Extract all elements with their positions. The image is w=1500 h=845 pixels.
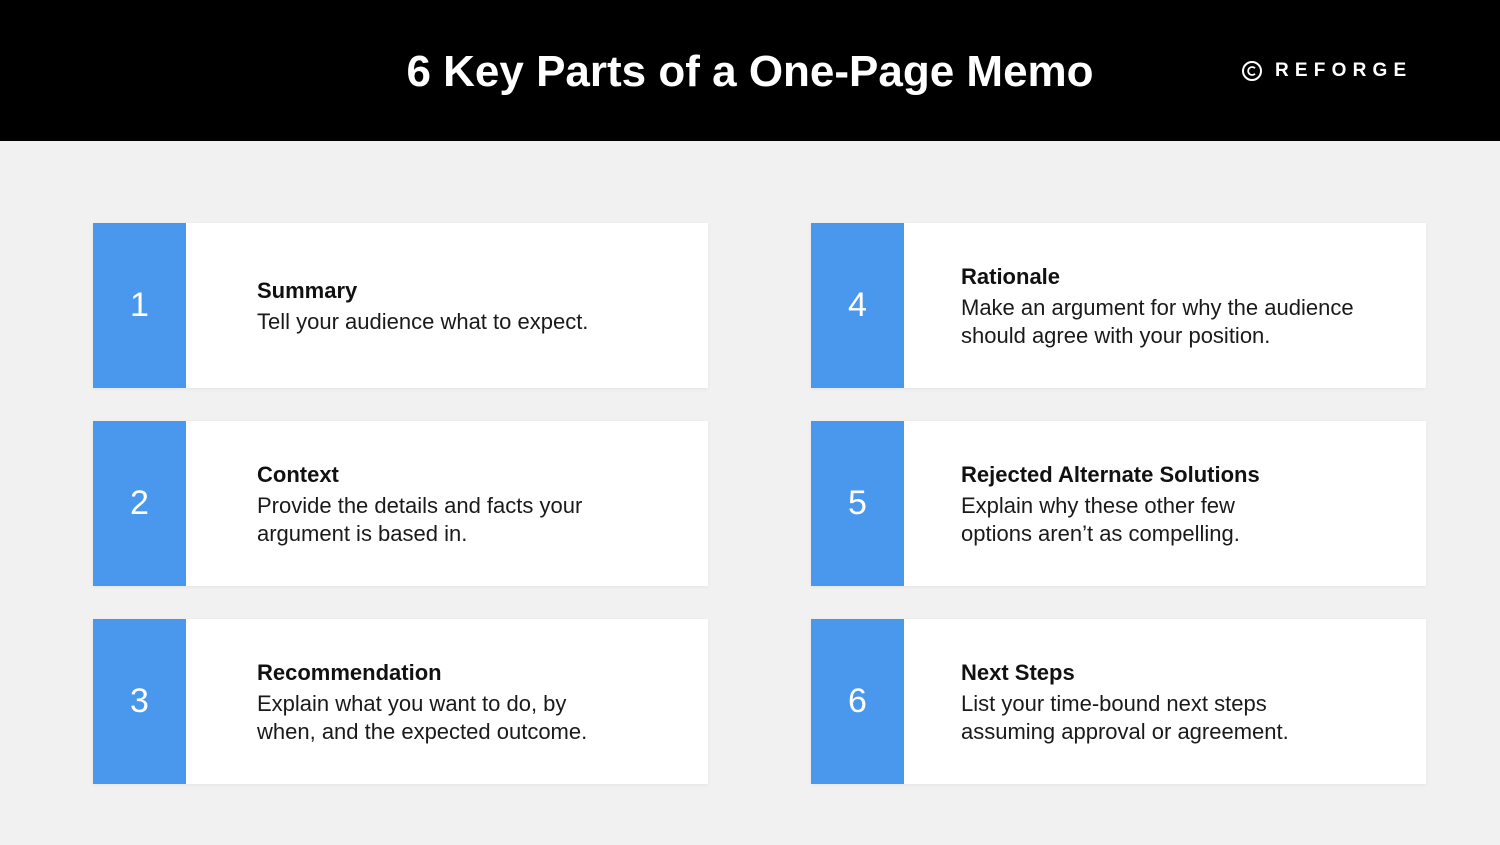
page-title: 6 Key Parts of a One-Page Memo [406,47,1094,96]
memo-part-card [93,223,708,388]
part-number: 5 [811,421,904,586]
header-bar [0,0,1500,141]
part-number: 3 [93,619,186,784]
memo-part-card [93,619,708,784]
part-body [257,619,688,784]
part-heading: Rationale [961,263,1061,289]
part-heading: Context [257,461,339,487]
part-body [257,223,688,388]
description-line: Tell your audience what to expect. [257,308,589,334]
brand-logo [1242,58,1412,84]
part-body [961,223,1406,388]
memo-part-card [811,619,1426,784]
description-line: argument is based in. [257,520,468,546]
reforge-logo-icon [1242,61,1262,81]
brand-name: REFORGE [1275,60,1413,81]
description-line: Explain why these other few [961,492,1235,518]
part-description [961,690,1406,746]
description-line: Provide the details and facts your [257,492,583,518]
part-description [961,492,1406,548]
part-number: 2 [93,421,186,586]
description-line: options aren’t as compelling. [961,520,1240,546]
description-line: assuming approval or agreement. [961,718,1289,744]
part-body [257,421,688,586]
part-number: 6 [811,619,904,784]
description-line: List your time-bound next steps [961,690,1267,716]
part-description [257,308,688,336]
part-description [257,690,688,746]
part-description [257,492,688,548]
part-description [961,294,1406,350]
part-body [961,619,1406,784]
part-body [961,421,1406,586]
memo-part-card [811,223,1426,388]
part-heading: Recommendation [257,659,442,685]
memo-part-card [93,421,708,586]
part-heading: Summary [257,277,358,303]
description-line: Make an argument for why the audience [961,294,1354,320]
part-number: 1 [93,223,186,388]
part-number: 4 [811,223,904,388]
description-line: should agree with your position. [961,322,1271,348]
description-line: Explain what you want to do, by [257,690,567,716]
memo-part-card [811,421,1426,586]
description-line: when, and the expected outcome. [257,718,588,744]
part-heading: Next Steps [961,659,1075,685]
part-heading: Rejected Alternate Solutions [961,461,1260,487]
